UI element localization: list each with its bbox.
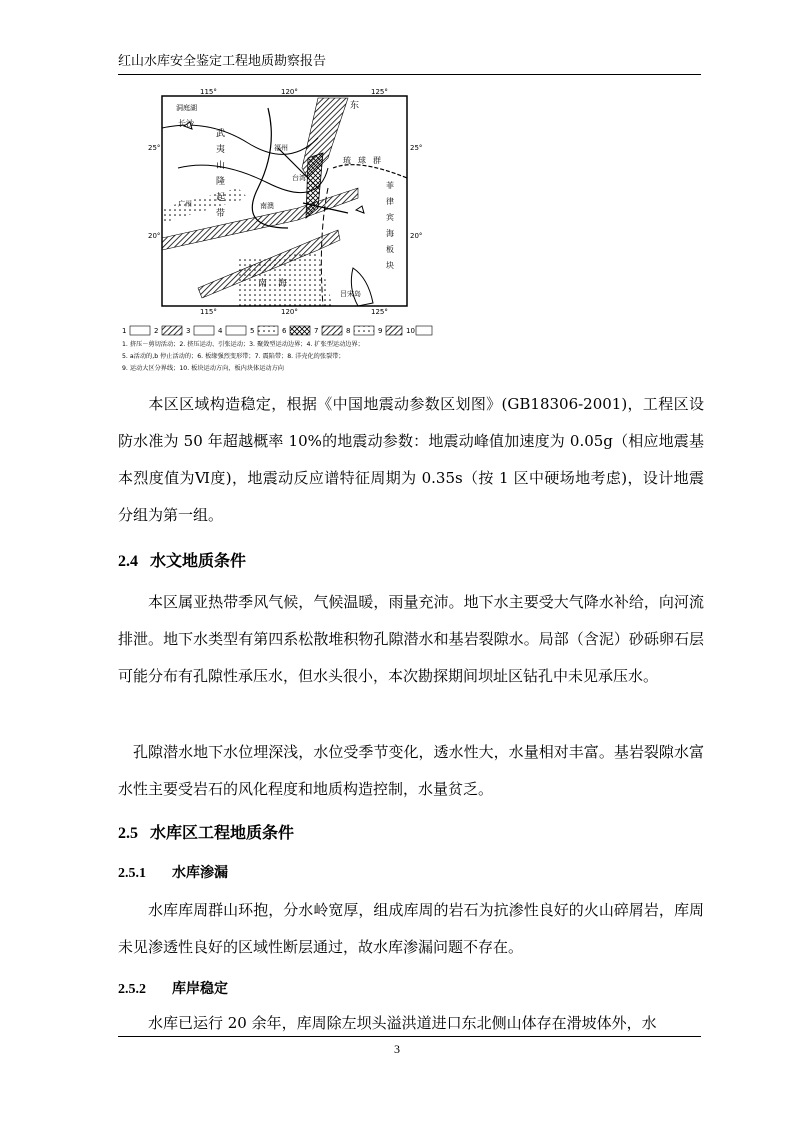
label-philippine-3: 宾 [386,213,394,222]
heading-2-4 [118,548,246,571]
heading-2-5-text: 水库区工程地质条件 [150,823,295,842]
lat-tick-right-1: 25° [410,144,423,152]
legend-num-7: 7 [314,327,319,335]
paragraph-hydro-2-text: 孔隙潜水地下水位埋深浅，水位受季节变化，透水性大，水量相对丰富。基岩裂隙水富水性主要受岩石的风化程度和地质构造控制，水量贫乏。 [118,743,704,798]
lon-tick-bottom-2: 120° [281,308,298,316]
label-guangzhou: 广州 [178,200,192,208]
footer-divider [118,1036,701,1037]
label-wuyi-1: 武 [216,129,226,139]
legend-num-1: 1 [122,327,127,335]
legend-symbols [122,326,432,335]
label-wuyi-6: 带 [216,209,226,219]
heading-2-4-num: 2.4 [118,553,138,570]
lat-tick-left-1: 25° [148,144,161,152]
label-philippine-1: 菲 [386,181,394,190]
heading-2-5 [118,820,294,843]
heading-2-5-num: 2.5 [118,825,138,842]
legend-num-4: 4 [218,327,223,335]
heading-2-5-2-num: 2.5.2 [118,982,146,997]
tectonic-map [118,88,436,373]
label-philippine-2: 律 [386,197,394,206]
paragraph-hydro-2 [118,734,704,808]
heading-2-5-2 [118,978,228,998]
legend-num-6: 6 [282,327,287,335]
paragraph-hydro-1-text: 本区属亚热带季风气候，气候温暖，雨量充沛。地下水主要受大气降水补给，向河流排泄。地下水类型有第四系松散堆积物孔隙潜水和基岩裂隙水。局部（含泥）砂砾卵石层可能分布有孔隙性承压水，但水头很小，本次勘探期间坝址区钻孔中未见承压水。 [118,593,704,685]
label-nanhai-2: 海 [278,279,288,289]
lon-tick-top-1: 115° [200,88,217,96]
tectonic-map-figure [118,88,436,373]
label-ryukyu-3: 群 [373,156,381,165]
label-lvsong: 吕宋岛 [340,290,361,298]
paragraph-seismic [118,386,704,534]
page-number: 3 [394,1042,400,1056]
legend-line-2: 5. a活动的,b 停止活动的；6. 板缘强烈变形带；7. 震陷带；8. 洋壳化的张裂带； [122,353,345,360]
legend-num-8: 8 [346,327,351,335]
header-title: 红山水库安全鉴定工程地质勘察报告 [118,54,327,69]
lon-tick-top-3: 125° [371,88,388,96]
label-philippine-5: 板 [386,245,394,254]
paragraph-leakage-text: 水库库周群山环抱，分水岭宽厚，组成库周的岩石为抗渗性良好的火山碎屑岩，库周未见渗透性良好的区域性断层通过，故水库渗漏问题不存在。 [118,901,704,956]
label-wuyi-3: 山 [216,161,226,171]
label-wuyi-5: 起 [216,193,226,203]
lat-tick-right-2: 20° [410,232,423,240]
label-taiwan: 台湾 [292,174,306,182]
legend-num-3: 3 [186,327,191,335]
label-nanhai-1: 南 [258,279,268,289]
paragraph-hydro-1 [118,584,704,695]
label-fuzhou: 福州 [274,144,288,152]
heading-2-5-2-text: 库岸稳定 [172,981,228,997]
lon-tick-top-2: 120° [281,88,298,96]
paragraph-bank-stability-text: 水库已运行 20 余年，库周除左坝头溢洪道进口东北侧山体存在滑坡体外，水 [148,1014,657,1032]
legend-num-10: 10 [406,327,415,335]
heading-2-4-text: 水文地质条件 [150,551,247,570]
legend-line-3: 9. 运动大区分界线；10. 板块运动方向，板内块体运动方向 [122,365,284,372]
heading-2-5-1 [118,862,228,882]
label-philippine-6: 块 [386,261,394,270]
heading-2-5-1-num: 2.5.1 [118,866,146,881]
label-ryukyu-2: 球 [358,156,366,165]
label-wuyi-4: 隆 [216,177,226,187]
heading-2-5-1-text: 水库渗漏 [172,865,228,881]
legend-line-1: 1. 挤压－剪切活动；2. 挤压运动、引张运动；3. 聚敛型运动边界；4. 扩张型运动边界； [122,341,364,348]
label-ryukyu-1: 琉 [343,156,351,165]
label-changsha: 长沙 [178,119,194,128]
lon-tick-bottom-1: 115° [200,308,217,316]
lon-tick-bottom-3: 125° [371,308,388,316]
label-nanao: 南澳 [260,202,274,210]
label-dongting: 洞庭湖 [176,104,197,112]
page-header [118,52,701,75]
label-wuyi-2: 夷 [216,145,226,155]
lat-tick-left-2: 20° [148,232,161,240]
legend-num-9: 9 [378,327,383,335]
label-philippine-4: 海 [386,229,394,238]
legend-num-2: 2 [154,327,159,335]
paragraph-seismic-text: 本区区域构造稳定，根据《中国地震动参数区划图》(GB18306-2001)，工程区设防水准为 50 年超越概率 10%的地震动参数：地震动峰值加速度为 0.05g（相应地震基本烈度值为Ⅵ度)，地震动反应谱特征周期为 0.35s（按 1 区中硬场地考虑)，设计地震分组为第一组。 [118,395,704,524]
label-dongsha: 东 [350,101,360,111]
paragraph-leakage [118,892,704,966]
paragraph-bank-stability [118,1008,704,1038]
legend-num-5: 5 [250,327,255,335]
